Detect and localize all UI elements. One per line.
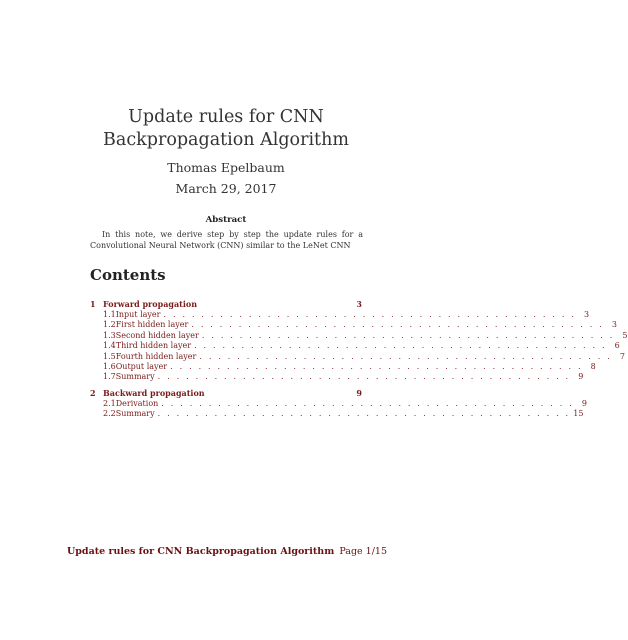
footer-page-number: Page 1/15 <box>339 546 387 557</box>
toc-subsection-entry[interactable] <box>90 320 617 330</box>
contents-heading: Contents <box>90 266 166 284</box>
toc-leader-dots: . . . . . . . . . . . . . . . . . . . . . . . . . . . . . . . . . . . . . . . . . . . . <box>161 398 574 408</box>
publication-date: March 29, 2017 <box>175 181 277 196</box>
toc-entry-page: 3 <box>356 299 362 309</box>
toc-subsection-entry[interactable] <box>90 330 628 340</box>
toc-entry-number: 2.1 <box>103 398 116 408</box>
toc-entry-page: 9 <box>578 372 584 382</box>
toc-entry-label: Forward propagation <box>103 299 198 309</box>
toc-entry-label: Backward propagation <box>103 387 205 398</box>
toc-entry-number: 1.2 <box>103 320 116 330</box>
toc-entry-page: 5 <box>622 330 628 340</box>
toc-entry-page: 8 <box>590 362 596 371</box>
toc-subsection-entry[interactable] <box>90 398 587 408</box>
toc-leader-dots: . . . . . . . . . . . . . . . . . . . . . . . . . . . . . . . . . . . . . . . . . . . . <box>199 351 612 361</box>
abstract-text: In this note, we derive step by step the update rules for a Convolutional Neural Network (CNN) similar to the LeNet CNN <box>90 230 363 250</box>
toc-entry-page: 3 <box>584 310 590 319</box>
toc-entry-label: Third hidden layer <box>115 341 192 351</box>
toc-entry-label: Derivation <box>115 398 159 408</box>
author-name: Thomas Epelbaum <box>167 160 285 175</box>
toc-entry-number: 1.6 <box>103 362 116 371</box>
toc-leader-dots: . . . . . . . . . . . . . . . . . . . . . . . . . . . . . . . . . . . . . . . . . . . . <box>163 310 577 319</box>
toc-entry-label: Summary <box>115 372 155 382</box>
toc-entry-number: 1.7 <box>103 372 116 382</box>
toc-entry-label: Input layer <box>115 310 161 319</box>
toc-entry-label: First hidden layer <box>115 320 189 330</box>
toc-entry-number: 1.5 <box>103 351 116 361</box>
toc-entry-number: 1.3 <box>103 330 116 340</box>
toc-entry-label: Second hidden layer <box>115 330 199 340</box>
abstract-heading: Abstract <box>205 215 247 225</box>
toc-entry-label: Fourth hidden layer <box>115 351 197 361</box>
toc-leader-dots: . . . . . . . . . . . . . . . . . . . . . . . . . . . . . . . . . . . . . . . . . . . . <box>170 362 583 371</box>
toc-entry-number: 1.1 <box>103 310 116 319</box>
toc-entry-page: 9 <box>581 398 587 408</box>
toc-entry-page: 3 <box>611 320 617 330</box>
document-title: Update rules for CNN Backpropagation Algorithm <box>103 107 349 150</box>
toc-entry-number: 2 <box>90 387 96 398</box>
toc-entry-number: 1 <box>90 299 96 309</box>
toc-section-entry[interactable] <box>90 388 362 398</box>
toc-section-entry[interactable] <box>90 299 362 309</box>
toc-subsection-entry[interactable] <box>90 351 625 361</box>
toc-leader-dots: . . . . . . . . . . . . . . . . . . . . . . . . . . . . . . . . . . . . . . . . . . . . <box>191 320 604 330</box>
toc-leader-dots: . . . . . . . . . . . . . . . . . . . . . . . . . . . . . . . . . . . . . . . . . . . . <box>201 330 615 340</box>
toc-entry-label: Output layer <box>115 362 168 371</box>
toc-entry-label: Summary <box>115 409 155 419</box>
toc-subsection-entry[interactable] <box>90 362 596 371</box>
toc-subsection-entry[interactable] <box>90 409 584 419</box>
toc-entry-page: 6 <box>614 341 620 351</box>
footer-title: Update rules for CNN Backpropagation Algorithm <box>67 546 335 557</box>
toc-entry-page: 15 <box>573 409 584 419</box>
toc-entry-number: 2.2 <box>103 409 116 419</box>
toc-subsection-entry[interactable] <box>90 310 590 319</box>
toc-entry-number: 1.4 <box>103 341 116 351</box>
toc-subsection-entry[interactable] <box>90 372 584 382</box>
toc-leader-dots: . . . . . . . . . . . . . . . . . . . . . . . . . . . . . . . . . . . . . . . . . . . . <box>157 409 571 419</box>
toc-entry-page: 7 <box>619 351 625 361</box>
toc-subsection-entry[interactable] <box>90 341 620 351</box>
toc-entry-page: 9 <box>356 387 362 398</box>
toc-leader-dots: . . . . . . . . . . . . . . . . . . . . . . . . . . . . . . . . . . . . . . . . . . . . <box>157 372 571 382</box>
toc-leader-dots: . . . . . . . . . . . . . . . . . . . . . . . . . . . . . . . . . . . . . . . . . . . . <box>194 341 607 351</box>
